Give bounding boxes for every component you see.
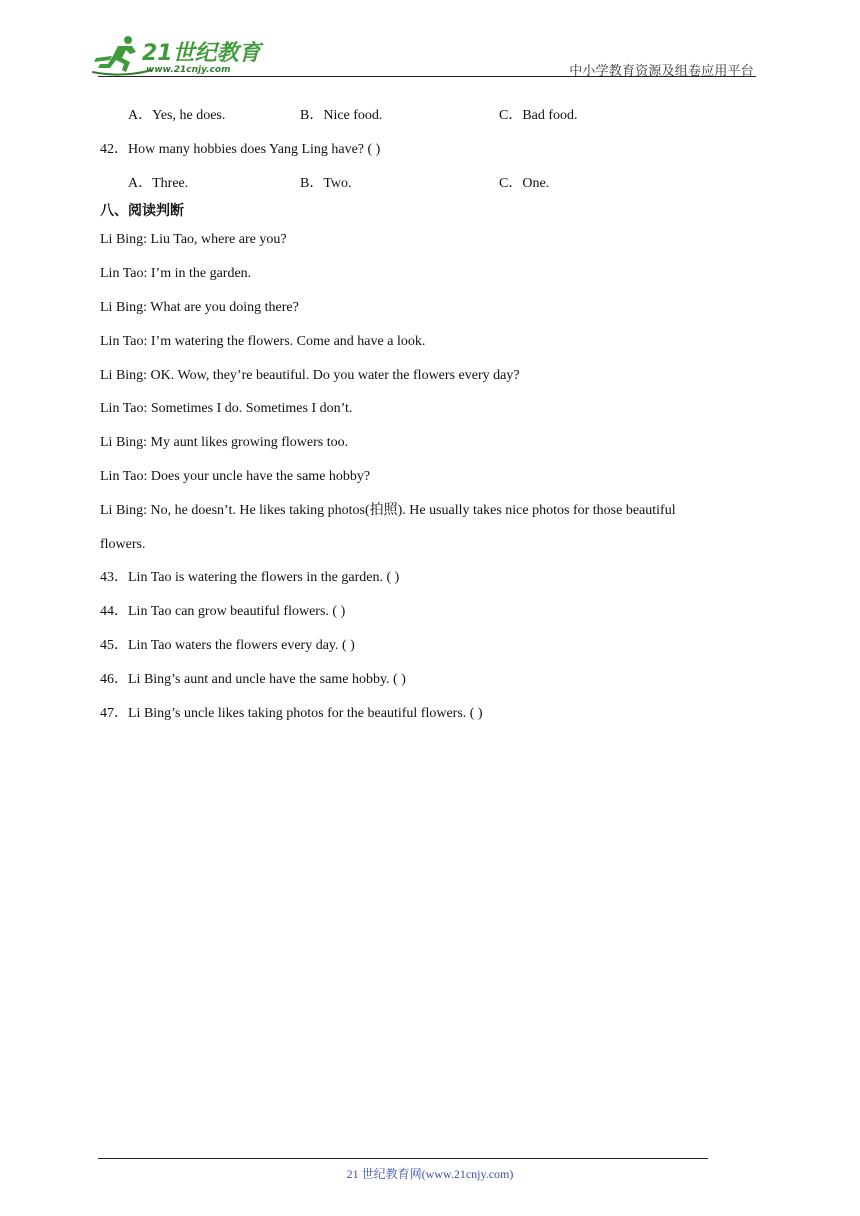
question-46: 46．Li Bing’s aunt and uncle have the same hobby. ( ) — [100, 672, 406, 687]
footer-divider — [98, 1158, 708, 1159]
footer-text: 21 世纪教育网(www.21cnjy.com) — [346, 1167, 514, 1181]
question-47: 47．Li Bing’s uncle likes taking photos for the beautiful flowers. ( ) — [100, 706, 483, 721]
page-header — [0, 0, 860, 80]
dialogue-line: Li Bing: My aunt likes growing flowers too. — [100, 435, 349, 450]
svg-text:21世纪教育: 21世纪教育 — [142, 41, 261, 66]
q42-stem: 42．How many hobbies does Yang Ling have? ( ) — [100, 142, 381, 157]
site-logo — [92, 34, 272, 78]
question-45: 45．Lin Tao waters the flowers every day. ( ) — [100, 638, 355, 653]
section-title-reading-judgement: 八、阅读判断 — [100, 203, 184, 219]
q42-option-c: C．One. — [499, 176, 550, 191]
header-slogan: 中小学教育资源及组卷应用平台 — [569, 64, 754, 79]
question-44: 44．Lin Tao can grow beautiful flowers. ( ) — [100, 604, 346, 619]
q41-option-a: A．Yes, he does. — [128, 108, 226, 123]
question-43: 43．Lin Tao is watering the flowers in the garden. ( ) — [100, 570, 400, 585]
q42-option-b: B．Two. — [300, 176, 352, 191]
q42-option-a: A．Three. — [128, 176, 189, 191]
q41-option-b: B．Nice food. — [300, 108, 383, 123]
dialogue-line: Lin Tao: Sometimes I do. Sometimes I don’t. — [100, 401, 353, 416]
running-man-logo-icon — [92, 34, 272, 78]
header-divider — [98, 76, 756, 77]
dialogue-line: Li Bing: Liu Tao, where are you? — [100, 232, 287, 247]
dialogue-line: Lin Tao: I’m in the garden. — [100, 266, 252, 281]
dialogue-line: Li Bing: What are you doing there? — [100, 300, 299, 315]
dialogue-line: Li Bing: No, he doesn’t. He likes taking photos(拍照). He usually takes nice photos for those beautiful — [100, 503, 676, 518]
dialogue-line: flowers. — [100, 537, 146, 552]
dialogue-line: Lin Tao: I’m watering the flowers. Come and have a look. — [100, 334, 426, 349]
q41-option-c: C．Bad food. — [499, 108, 578, 123]
svg-text:www.21cnjy.com: www.21cnjy.com — [146, 65, 231, 75]
dialogue-line: Li Bing: OK. Wow, they’re beautiful. Do you water the flowers every day? — [100, 368, 520, 383]
dialogue-line: Lin Tao: Does your uncle have the same hobby? — [100, 469, 371, 484]
